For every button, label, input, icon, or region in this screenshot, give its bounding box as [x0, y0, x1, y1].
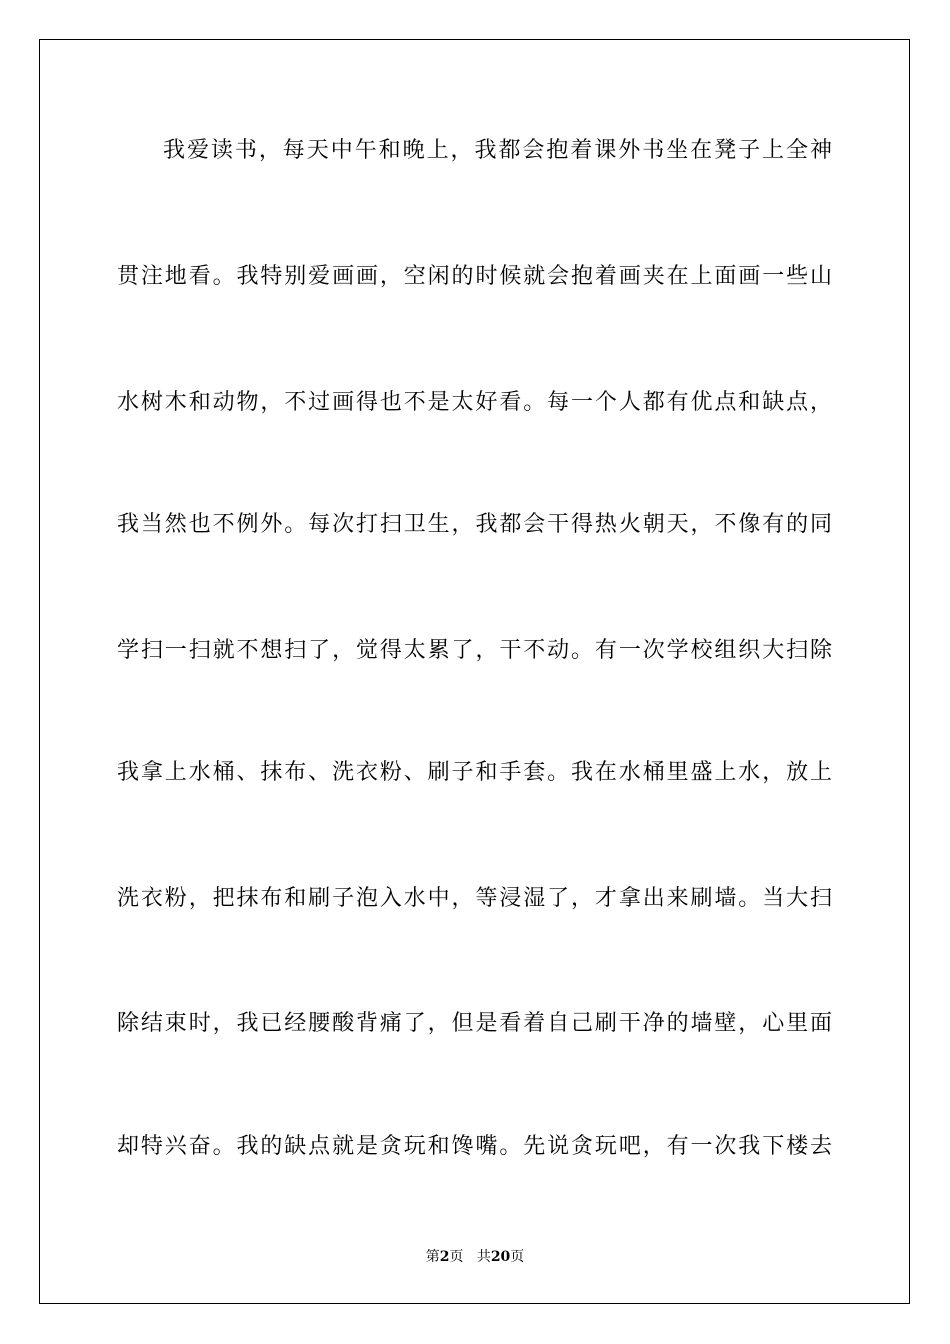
- page-suffix: 页: [449, 1249, 464, 1265]
- total-suffix: 页: [510, 1249, 525, 1265]
- page-footer: [0, 1247, 950, 1267]
- current-page-number: 2: [439, 1249, 450, 1265]
- paragraph-line-1: 我爱读书，每天中午和晚上，我都会抱着课外书坐在凳子上全神: [163, 138, 832, 163]
- paragraph-line-9: 却特兴奋。我的缺点就是贪玩和馋嘴。先说贪玩吧，有一次我下楼去: [117, 1134, 832, 1159]
- paragraph-line-2: 贯注地看。我特别爱画画，空闲的时候就会抱着画夹在上面画一些山: [117, 264, 832, 289]
- paragraph-line-5: 学扫一扫就不想扫了，觉得太累了，干不动。有一次学校组织大扫除: [117, 638, 832, 663]
- paragraph-line-3: 水树木和动物，不过画得也不是太好看。每一个人都有优点和缺点，: [117, 390, 832, 415]
- page-border: [39, 39, 910, 1304]
- paragraph-line-4: 我当然也不例外。每次打扫卫生，我都会干得热火朝天，不像有的同: [117, 512, 832, 537]
- paragraph-line-8: 除结束时，我已经腰酸背痛了，但是看着自己刷干净的墙壁，心里面: [117, 1011, 832, 1036]
- paragraph-line-6: 我拿上水桶、抹布、洗衣粉、刷子和手套。我在水桶里盛上水，放上: [117, 760, 832, 785]
- total-prefix: 共: [476, 1249, 491, 1265]
- total-page-count: 20: [490, 1249, 511, 1265]
- page-prefix: 第: [425, 1249, 440, 1265]
- paragraph-line-7: 洗衣粉，把抹布和刷子泡入水中，等浸湿了，才拿出来刷墙。当大扫: [117, 886, 832, 911]
